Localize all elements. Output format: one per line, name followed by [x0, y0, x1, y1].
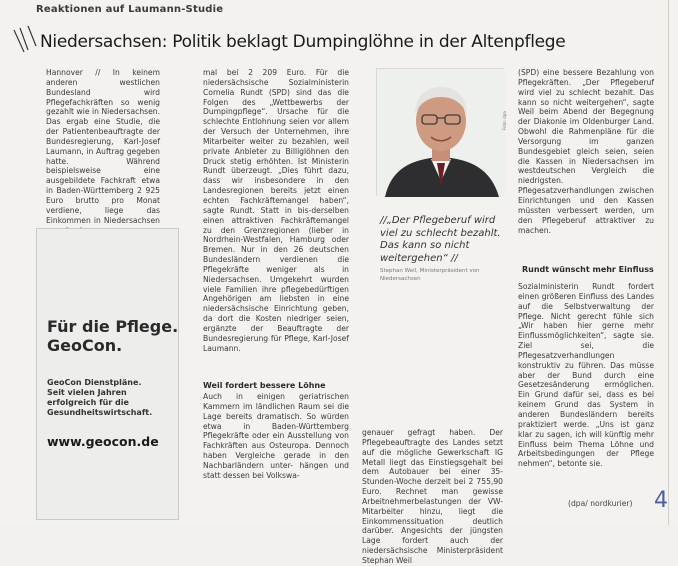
geocon-advertisement	[36, 228, 179, 520]
article-column-3	[362, 428, 503, 565]
source-credit: (dpa/ nordkurier)	[568, 499, 633, 508]
column-4b-text: Sozialministerin Rundt fordert einen größeren Einfluss des Landes auf die Selbstverwaltung der Pflege. Nicht gerecht fühle sich „Wir haben hier gerne mehr Einflussmöglichkeiten“, sagte sie. Ziel sei, die Pflegesatzverhandlungen konstruktiv zu führen. Das müsse aber der Bund durch eine Gesetzesänderung ermöglichen. Ein Grund dafür sei, dass es bei keinem Grund das System in anderen Bundesländern bereits praktiziert werde. „Uns ist ganz klar zu sagen, ich will künftig mehr Einfluss beim Thema Löhne und Arbeitsbedingungen der Pflege nehmen“, betonte sie.	[518, 282, 654, 469]
article-kicker: Reaktionen auf Laumann-Studie	[36, 4, 224, 15]
ad-body-line-3: erfolgreich für die	[47, 398, 129, 407]
page-edge-divider	[668, 0, 669, 525]
portrait-illustration	[377, 69, 505, 197]
ad-body	[47, 378, 177, 418]
subhead-rundt: Rundt wünscht mehr Einfluss	[522, 265, 654, 274]
ad-body-line-4: Gesundheitswirtschaft.	[47, 408, 153, 417]
ad-url: www.geocon.de	[47, 434, 159, 449]
ad-body-line-1: GeoCon Dienstpläne.	[47, 378, 142, 387]
ad-body-line-2: Seit vielen Jahren	[47, 388, 127, 397]
column-2b-text: Auch in einigen geriatrischen Kammern im ländlichen Raum sei die Lage bereits dramatisch. So würden etwa in Baden-Württemberg Pflegekräfte oder ein Ausstellung von Fachkräften aus Osteuropa. Dennoch haben Vergleiche gerade in den Nachbarländern unter- hängen und statt dessen bei Volkswa-	[203, 392, 349, 480]
article-column-4a	[518, 68, 654, 248]
column-1-text: Hannover // In keinem anderen westlichen Bundesland wird Pflegefachkräften so wenig gezahlt wie in Niedersachsen. Das ergab eine Studie, die der Patientenbeauftragte der Bundesregierung, Karl-Josef Laumann, in Auftrag gegeben hatte. Während beispielsweise eine ausgebildete Fachkraft etwa in Baden-Württemberg 2 925 Euro brutto pro Monat verdiene, liege das Einkommen in Niedersachsen	[46, 68, 160, 225]
article-column-1	[46, 68, 160, 225]
ad-headline-line-1: Für die Pflege.	[47, 317, 179, 336]
subhead-weil: Weil fordert bessere Löhne	[203, 381, 326, 390]
photo-credit: Foto: dpa	[502, 111, 507, 130]
page-number: 4	[654, 488, 668, 513]
ad-headline	[47, 317, 178, 355]
portrait-photo	[376, 68, 504, 196]
article-column-2b	[203, 392, 349, 508]
article-column-2	[203, 68, 349, 380]
photo-caption: Stephan Weil, Ministerpräsident von Niedersachsen	[380, 268, 480, 282]
pull-quote: //„Der Pflegeberuf wird viel zu schlecht bezahlt. Das kann so nicht weitergehen“ //	[380, 215, 501, 264]
column-2-text: mal bei 2 209 Euro. Für die niedersächsische Sozialministerin Cornelia Rundt (SPD) sind das die Folgen des „Wettbewerbs der Dumpingpflege“. Ursache für die schlechte Entlohnung seien vor allem der Versuch der Unternehmen, ihre Mitarbeiter weiter zu bezahlen, weil private Anbieter zu Billiglöhnen den Druck stetig erhöhten. Ist Ministerin Rundt überzeugt. „Dies führt dazu, dass wir insbesondere in den Landesregionen bereits jetzt einen echten Fachkräftemangel haben“, sagte Rundt. Statt in bis-derselben einen attraktiven Fachkräftemangel zu den Grenzregionen (lieber in Nordrhein-Westfalen, Hamburg oder Bremen. Nur in den 26 deutschen Bundesländern verdienen die Pflegekräfte weniger als in Niedersachsen. Umgekehrt wurden viele Familien ihre pflegebedürftigen Angehörigen am liebsten in eine niedersächsische Einrichtung geben, da dort die Kosten niedriger seien, ergänzte der Beauftragte der Bundesregierung für Pflege, Karl-Josef Laumann.	[203, 68, 349, 353]
article-headline: Niedersachsen: Politik beklagt Dumpinglöhne in der Altenpflege	[40, 32, 566, 52]
column-3-text: genauer gefragt haben. Der Pflegebeauftragte des Landes setzt auf die mögliche Gewerkschaft IG Metall liegt das Einstiegsgehalt bei dem Autobauer bei einer 35-Stunden-Woche derzeit bei 2 755,90 Euro. Rechnet man gewisse Arbeitnehmerbelastungen der VW-Mitarbeiter hinzu, liegt die Einkommenssituation deutlich darüber. Angesichts der jüngsten Lage fordert auch der niedersächsische Ministerpräsident Stephan Weil	[362, 428, 503, 565]
column-4a-text: (SPD) eine bessere Bezahlung von Pflegekräften. „Der Pflegeberuf wird viel zu schlecht bezahlt. Das kann so nicht weitergehen“, sagte Weil beim Abend der Begegnung der Diakonie im Oldenburger Land. Obwohl die Rahmenpläne für die Versorgung im ganzen Bundesgebiet gleich seien, seien die Kassen in Niedersachsen im westdeutschen Vergleich die niedrigsten. Pflegesatzverhandlungen zwischen Einrichtungen und den Kassen müssten verbessert werden, um den Pflegeberuf attraktiver zu machen.	[518, 68, 654, 235]
headline-slash-icon	[8, 22, 42, 58]
article-column-4b	[518, 282, 654, 508]
ad-headline-line-2: GeoCon.	[47, 336, 123, 355]
